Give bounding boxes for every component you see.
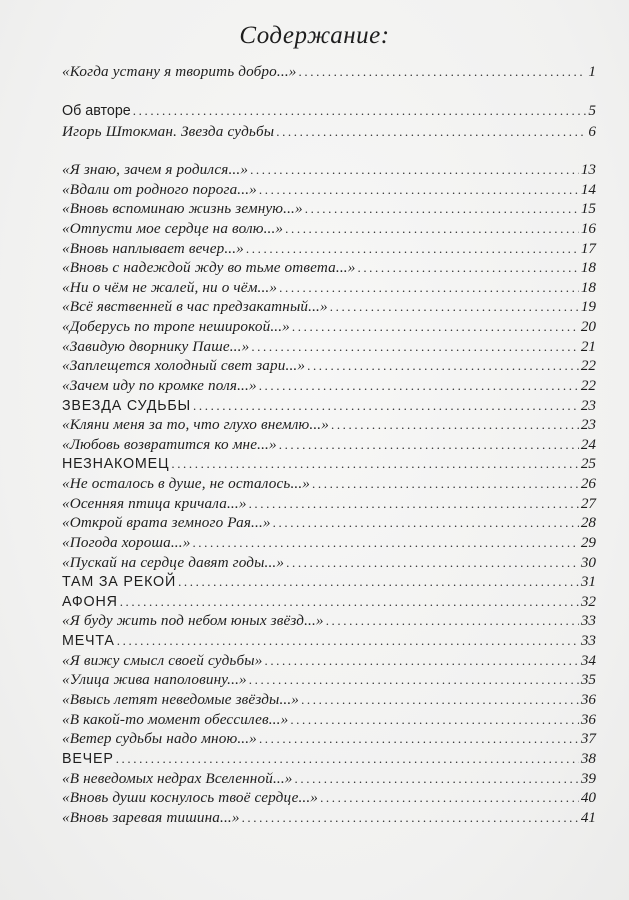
toc-entry-title: ЗВЕЗДА СУДЬБЫ <box>62 397 192 414</box>
toc-entry <box>62 102 596 123</box>
toc-entry-title: «Вдали от родного порога...» <box>62 180 257 198</box>
dot-leader <box>307 358 579 374</box>
toc-entry-page-number: 20 <box>580 318 596 336</box>
toc-entry <box>62 436 596 457</box>
toc-entry-title: «Улица жива наполовину...» <box>62 671 247 689</box>
dot-leader <box>326 613 579 629</box>
dot-leader <box>290 712 578 728</box>
dot-leader <box>330 299 579 315</box>
dot-leader <box>193 398 579 414</box>
dot-leader <box>192 535 578 551</box>
dot-leader <box>178 574 579 590</box>
dot-leader <box>279 280 579 296</box>
toc-entry-page-number: 35 <box>580 671 596 689</box>
toc-entry-title: ВЕЧЕР <box>62 750 114 767</box>
toc-entry-title: «Ни о чём не жалей, ни о чём...» <box>62 278 278 296</box>
toc-entry-title: «Не осталось в душе, не осталось...» <box>62 475 311 493</box>
toc-entry-page-number: 6 <box>588 123 596 140</box>
toc-entry-title: «Я буду жить под небом юных звёзд...» <box>62 612 324 630</box>
toc-entry-page-number: 18 <box>580 259 596 277</box>
toc-entry-page-number: 34 <box>580 651 596 669</box>
toc-entry-page-number: 1 <box>588 63 596 80</box>
toc-entry-page-number: 32 <box>580 592 596 610</box>
toc-entry <box>62 475 596 496</box>
toc-entry-page-number: 25 <box>580 455 596 473</box>
toc-entry <box>62 318 596 339</box>
dot-leader <box>259 182 579 198</box>
toc-entry-title: «В какой-то момент обессилев...» <box>62 710 289 728</box>
toc-entry <box>62 240 596 261</box>
toc-entry-page-number: 31 <box>580 573 596 591</box>
toc-entry <box>62 357 596 378</box>
toc-entry-title: «Всё явственней в час предзакатный...» <box>62 298 328 316</box>
toc-entry <box>62 338 596 359</box>
toc-entry-title: МЕЧТА <box>62 633 115 650</box>
toc-entry-title: «Любовь возвратится ко мне...» <box>62 435 277 453</box>
dot-leader <box>242 810 579 826</box>
dot-leader <box>250 162 579 178</box>
dot-leader <box>264 653 578 669</box>
toc-entry <box>62 789 596 810</box>
toc-entry-page-number: 18 <box>580 278 596 296</box>
toc-entry-page-number: 21 <box>580 337 596 355</box>
toc-entry-page-number: 19 <box>580 298 596 316</box>
page-title: Содержание: <box>239 22 390 49</box>
toc-entry-page-number: 41 <box>580 808 596 826</box>
dot-leader <box>246 241 579 257</box>
toc-entry <box>62 455 596 476</box>
toc-entry <box>62 573 596 594</box>
toc-entry <box>62 750 596 771</box>
dot-leader <box>249 672 579 688</box>
toc-entry-page-number: 5 <box>588 102 596 119</box>
toc-entry <box>62 298 596 319</box>
toc-entry-title: «Завидую дворнику Паше...» <box>62 337 250 355</box>
toc-entry <box>62 220 596 241</box>
toc-entry-page-number: 33 <box>580 632 596 650</box>
toc-entry <box>62 495 596 516</box>
toc-entry <box>62 259 596 280</box>
toc-entry-title: «Погода хороша...» <box>62 533 191 551</box>
toc-entry-page-number: 16 <box>580 219 596 237</box>
toc-entry-title: «Отпусти мое сердце на волю...» <box>62 219 284 237</box>
toc-entry-page-number: 33 <box>580 612 596 630</box>
dot-leader <box>259 378 579 394</box>
toc-entry-title: «Открой врата земного Рая...» <box>62 514 271 532</box>
toc-entry-page-number: 36 <box>580 691 596 708</box>
toc-entry <box>62 161 596 182</box>
toc-entry-title: «Я знаю, зачем я родился...» <box>62 161 249 178</box>
toc-entry-title: Об авторе <box>62 103 131 119</box>
dot-leader <box>279 437 579 453</box>
toc-entry-title: «Я вижу смысл своей судьбы» <box>62 651 263 669</box>
toc-entry <box>62 632 596 653</box>
toc-entry-title: «Зачем иду по кромке поля...» <box>62 376 257 394</box>
toc-entry-title: «Вновь души коснулось твоё сердце...» <box>62 789 319 807</box>
dot-leader <box>117 633 579 649</box>
dot-leader <box>251 339 579 355</box>
toc-entry-page-number: 22 <box>580 357 596 375</box>
toc-entry-page-number: 17 <box>580 239 596 257</box>
toc-entry <box>62 279 596 300</box>
toc-entry-title: «Заплещется холодный свет зари...» <box>62 357 306 375</box>
toc-entry-page-number: 27 <box>580 494 596 512</box>
toc-entry-page-number: 36 <box>580 710 596 728</box>
toc-entry <box>62 514 596 535</box>
toc-entry <box>62 711 596 732</box>
toc-entry-title: «Ветер судьбы надо мною...» <box>62 730 257 748</box>
toc-entry-page-number: 26 <box>580 475 596 493</box>
toc-entry <box>62 652 596 673</box>
toc-entry <box>62 534 596 555</box>
dot-leader <box>276 124 586 140</box>
dot-leader <box>295 771 579 787</box>
toc-entry <box>62 397 596 418</box>
toc-entry-title: «Вновь наплывает вечер...» <box>62 239 244 257</box>
toc-entry-page-number: 28 <box>580 514 596 532</box>
dot-leader <box>331 417 579 433</box>
toc-entry-title: Игорь Штокман. Звезда судьбы <box>62 123 275 140</box>
toc-entry-page-number: 37 <box>580 730 596 748</box>
toc-entry-page-number: 39 <box>580 769 596 787</box>
toc-entry-page-number: 14 <box>580 180 596 198</box>
toc-entry-title: «Осенняя птица кричала...» <box>62 494 247 512</box>
toc-entry <box>62 671 596 692</box>
toc-entry-title: «Ввысь летят неведомые звёзды...» <box>62 691 300 708</box>
toc-entry-title: «Кляни меня за то, что глухо внемлю...» <box>62 416 329 434</box>
toc-entry-title: «Пускай на сердце давят годы...» <box>62 553 285 571</box>
dot-leader <box>301 692 579 708</box>
toc-entry-title: «Вновь вспоминаю жизнь земную...» <box>62 200 303 218</box>
toc-entry <box>62 554 596 575</box>
toc-entry <box>62 377 596 398</box>
toc-entry-page-number: 30 <box>580 553 596 571</box>
dot-leader <box>285 221 579 237</box>
toc-entry-page-number: 15 <box>580 200 596 218</box>
toc-entry-page-number: 22 <box>580 376 596 394</box>
toc-entry-page-number: 38 <box>580 749 596 767</box>
toc-entry <box>62 200 596 221</box>
toc-entry <box>62 416 596 437</box>
toc-entry-title: АФОНЯ <box>62 593 118 610</box>
toc-entry-title: «Вновь с надеждой жду во тьме ответа...» <box>62 259 356 277</box>
toc-entry <box>62 181 596 202</box>
dot-leader <box>320 790 579 806</box>
dot-leader <box>133 103 587 119</box>
toc-entry-title: «Когда устану я творить добро...» <box>62 63 297 80</box>
dot-leader <box>249 496 579 512</box>
toc-entry <box>62 593 596 614</box>
dot-leader <box>312 476 579 492</box>
toc-entry <box>62 730 596 751</box>
toc-entry-page-number: 24 <box>580 435 596 453</box>
toc-entry <box>62 770 596 791</box>
dot-leader <box>357 260 578 276</box>
toc-entry <box>62 63 596 84</box>
toc-entry-page-number: 40 <box>580 789 596 807</box>
toc-entry-page-number: 13 <box>580 161 596 178</box>
dot-leader <box>116 751 579 767</box>
dot-leader <box>292 319 579 335</box>
toc-entry-page-number: 23 <box>580 416 596 434</box>
toc-entry-title: ТАМ ЗА РЕКОЙ <box>62 574 177 591</box>
toc-entry <box>62 691 596 712</box>
toc-entry-title: НЕЗНАКОМЕЦ <box>62 456 170 473</box>
dot-leader <box>259 731 579 747</box>
toc-entry-page-number: 29 <box>580 533 596 551</box>
toc-entry <box>62 809 596 830</box>
toc-entry <box>62 612 596 633</box>
toc-entry <box>62 123 596 144</box>
toc-entry-page-number: 23 <box>580 396 596 414</box>
dot-leader <box>273 515 579 531</box>
dot-leader <box>286 555 579 571</box>
dot-leader <box>299 64 587 80</box>
toc-entry-title: «Вновь заревая тишина...» <box>62 808 240 826</box>
toc-entry-title: «В неведомых недрах Вселенной...» <box>62 769 293 787</box>
dot-leader <box>171 456 578 472</box>
toc-entry-title: «Доберусь по тропе неширокой...» <box>62 318 290 336</box>
dot-leader <box>305 201 579 217</box>
dot-leader <box>120 594 579 610</box>
